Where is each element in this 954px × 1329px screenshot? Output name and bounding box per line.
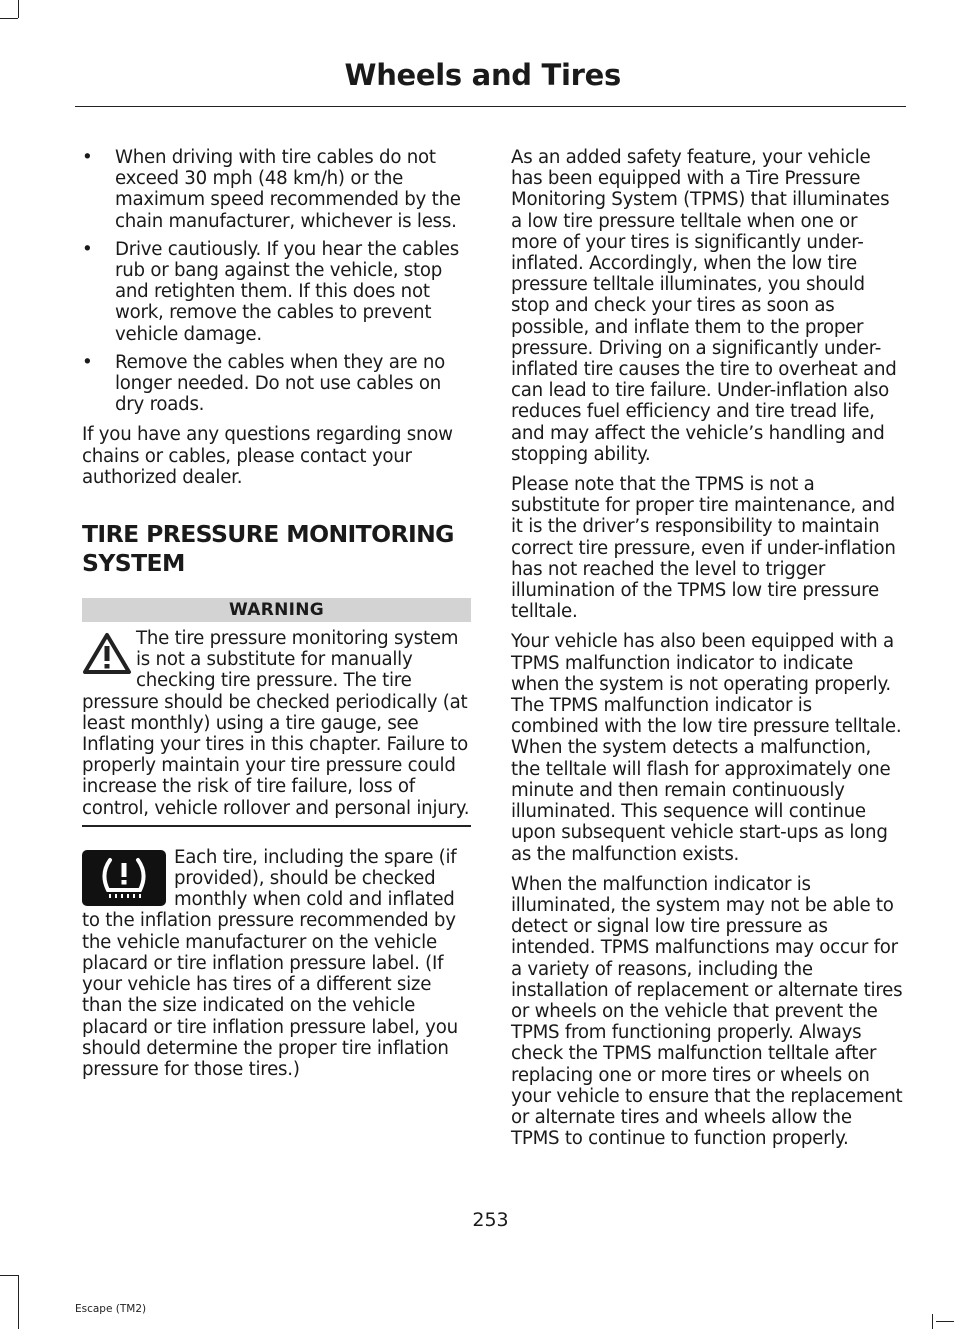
- edition-label: Escape (TM2): [75, 1303, 147, 1315]
- crop-mark: [932, 1314, 933, 1329]
- title-rule: [75, 106, 906, 107]
- bullet-text: When driving with tire cables do not exceed 30 mph (48 km/h) or the maximum speed recommended by the chain manufacturer, whichever is less.: [115, 147, 461, 232]
- tpms-note: [82, 847, 471, 1080]
- right-column: [511, 147, 903, 1158]
- warning-box: [82, 628, 471, 819]
- warning-text: The tire pressure monitoring system is not a substitute for manually checking tire pressure. The tire pressure should be checked periodically (at least monthly) using a tire gauge, see Inflating your tires in this chapter. Failure to properly maintain your tire pressure could increase the risk of tire failure, loss of control, vehicle rollover and personal injury.: [82, 628, 470, 819]
- bullet-glyph: •: [82, 147, 93, 168]
- warning-divider: [82, 825, 471, 827]
- bullet-glyph: •: [82, 351, 93, 373]
- contact-paragraph: If you have any questions regarding snow chains or cables, please contact your authorized dealer.: [82, 424, 453, 488]
- paragraph: Your vehicle has also been equipped with a TPMS malfunction indicator to indicate when the system is not operating properly. The TPMS malfunction indicator is combined with the low tire pressure telltale. When the system detects a malfunction, the telltale will flash for approximately one minute and then remain continuously illuminated. This sequence will continue upon subsequent vehicle start-ups as long as the malfunction exists.: [511, 631, 902, 865]
- paragraph: When the malfunction indicator is illuminated, the system may not be able to detect or signal low tire pressure as intended. TPMS malfunctions may occur for a variety of reasons, including the installation of replacement or alternate tires or wheels on the vehicle that prevent the TPMS from functioning properly. Always check the TPMS malfunction telltale after replacing one or more tires or wheels on your vehicle to ensure that the replacement or alternate tires and wheels allow the TPMS to continue to function properly.: [511, 873, 903, 1150]
- list-item: [82, 352, 471, 416]
- bullet-list: [82, 147, 471, 415]
- crop-mark: [0, 1275, 18, 1276]
- paragraph: As an added safety feature, your vehicle has been equipped with a Tire Pressure Monitoring System (TPMS) that illuminates a low tire pressure telltale when one or more of your tires is significantly under-inflated. Accordingly, when the low tire pressure telltale illuminates, you should stop and check your tires as soon as possible, and inflate them to the proper pressure. Driving on a significantly under-inflated tire causes the tire to overheat and can lead to tire failure. Under-inflation also reduces fuel efficiency and tire tread life, and may affect the vehicle’s handling and stopping ability.: [511, 147, 897, 465]
- page-title: Wheels and Tires: [344, 58, 621, 92]
- tpms-note-text: Each tire, including the spare (if provided), should be checked monthly when cold and inflated to the inflation pressure recommended by the vehicle manufacturer on the vehicle placard or tire inflation pressure label. (If your vehicle has tires of a different size than the size indicated on the vehicle placard or tire inflation pressure label, you should determine the proper tire inflation pressure for those tires.): [82, 846, 458, 1080]
- bullet-text: Drive cautiously. If you hear the cables rub or bang against the vehicle, stop and retighten them. If this does not work, remove the cables to prevent vehicle damage.: [115, 238, 459, 345]
- left-column: [82, 147, 471, 1080]
- paragraph: Please note that the TPMS is not a substitute for proper tire maintenance, and it is the driver’s responsibility to maintain correct tire pressure, even if under-inflation has not reached the level to trigger illumination of the TPMS low tire pressure telltale.: [511, 474, 896, 623]
- warning-label: WARNING: [82, 598, 471, 622]
- crop-mark: [0, 18, 18, 19]
- bullet-glyph: •: [82, 238, 93, 260]
- bullet-text: Remove the cables when they are no longer needed. Do not use cables on dry roads.: [115, 351, 446, 416]
- crop-mark: [18, 0, 19, 18]
- crop-mark: [936, 1321, 954, 1322]
- warning-triangle-icon: [82, 632, 132, 676]
- list-item: [82, 147, 471, 232]
- section-heading: TIRE PRESSURE MONITORING SYSTEM: [82, 520, 454, 578]
- list-item: [82, 239, 471, 345]
- page-number: 253: [472, 1209, 509, 1231]
- crop-mark: [18, 1275, 19, 1329]
- tpms-telltale-icon: [82, 850, 166, 906]
